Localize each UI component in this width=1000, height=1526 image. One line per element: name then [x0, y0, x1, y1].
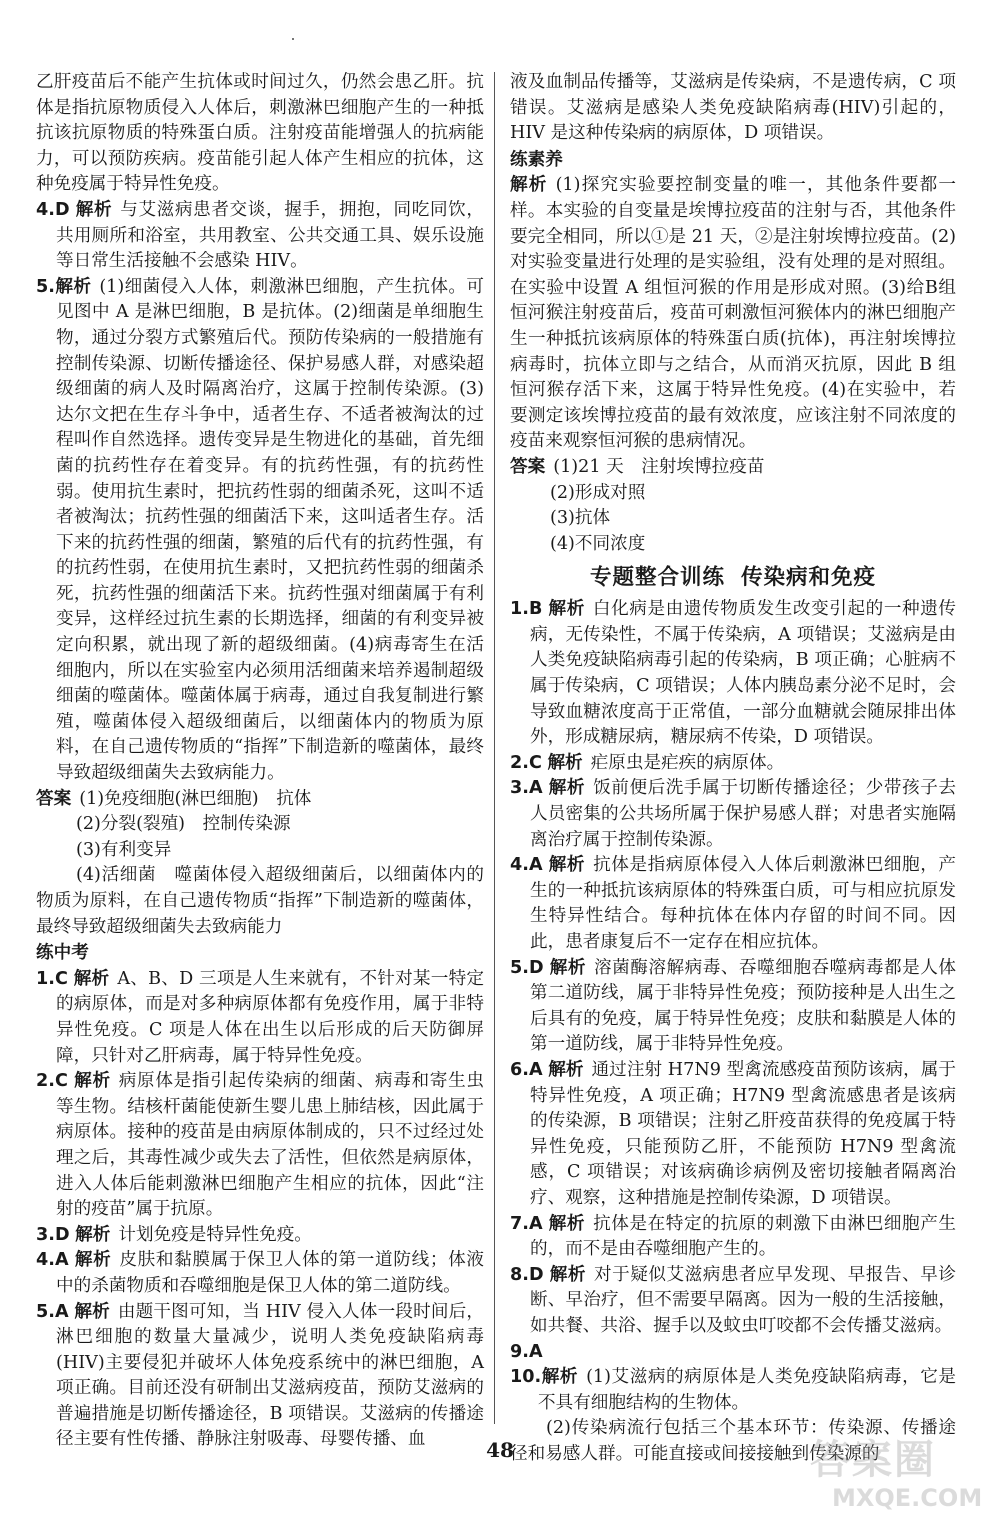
answer-block-right: 答案 (1)21 天 注射埃博拉疫苗: [510, 456, 765, 477]
zhongkao-item: 1.C 解析 A、B、D 三项是人生来就有，不针对某一特定的病原体，而是对多种病原体都有免疫作用，属于非特异性免疫。C 项是人体在出生以后形成的后天防御屏障，只针对乙肝病毒，属于特异性免疫。: [36, 968, 484, 1066]
answer-line: (4)活细菌 噬菌体侵入超级细菌后，以细菌体内的物质为原料，在自己遗传物质“指挥”下制造新的噬菌体，最终导致超级细菌失去致病能力: [36, 865, 484, 937]
q4-left: 4.D 解析 与艾滋病患者交谈，握手，拥抱，同吃同饮，共用厕所和浴室，共用教室、公共交通工具、娱乐设施等日常生活接触不会感染 HIV。: [36, 199, 484, 272]
section-zhongkao: 练中考: [36, 943, 89, 964]
answer-line: (4)不同浓度: [550, 533, 646, 554]
answer-block-left: 答案 (1)免疫细胞(淋巴细胞) 抗体: [36, 788, 312, 809]
integration-item: 3.A 解析 饭前便后洗手属于切断传播途径；少带孩子去人员密集的公共场所属于保护易感人群；对患者实施隔离治疗属于控制传染源。: [510, 778, 956, 850]
left-column: [36, 70, 484, 1453]
page-number: 48: [486, 1438, 514, 1462]
integration-item: 8.D 解析 对于疑似艾滋病患者应早发现、早报告、早诊断、早治疗，但不需要早隔离。因为一般的生活接触，如共餐、共浴、握手以及蚊虫叮咬都不会传播艾滋病。: [510, 1264, 956, 1336]
column-divider: [494, 72, 495, 1424]
watermark-logo: 答案圈 MXQE.COM: [810, 1437, 983, 1512]
answer-line: (2)形成对照: [550, 482, 646, 503]
zhongkao-item: 4.A 解析 皮肤和黏膜属于保卫人体的第一道防线；体液中的杀菌物质和吞噬细胞是保卫人体的第二道防线。: [36, 1250, 484, 1296]
answer-line: (3)抗体: [550, 508, 611, 529]
section-suyang: 练素养: [510, 149, 563, 170]
zhongkao-item: 2.C 解析 病原体是指引起传染病的细菌、病毒和寄生虫等生物。结核杆菌能使新生婴儿患上肺结核，因此属于病原体。接种的疫苗是由病原体制成的，只不过经过处理之后，其毒性减少或失去了活性，但依然是病原体，进入人体后能刺激淋巴细胞产生相应的抗体，因此“注射的疫苗”属于抗原。: [36, 1071, 484, 1220]
zhongkao-item: 5.A 解析 由题干图可知，当 HIV 侵入人体一段时间后，淋巴细胞的数量大量减少，说明人类免疫缺陷病毒(HIV)主要侵犯并破坏人体免疫系统中的淋巴细胞，A 项正确。目前还没有研制出艾滋病疫苗，预防艾滋病的普遍措施是切断传播途径，B 项错误。艾滋病的传播途径主要有性传播、静脉注射吸毒、母婴传播、血: [36, 1301, 484, 1450]
section-title: 专题整合训练 传染病和免疫: [589, 565, 877, 591]
answer-line: (3)有利变异: [76, 839, 172, 860]
q10-continued: (2)传染病流行包括三个基本环节：传染源、传播途径和易感人群。可能直接或间接接触到传染源的: [510, 1418, 956, 1464]
integration-item: 4.A 解析 抗体是指病原体侵入人体后刺激淋巴细胞，产生的一种抵抗该病原体的特殊蛋白质，可与相应抗原发生特异性结合。每种抗体在体内存留的时间不同。因此，患者康复后不一定存在相应抗体。: [510, 855, 956, 952]
right-intro: 液及血制品传播等，艾滋病是传染病，不是遗传病，C 项错误。艾滋病是感染人类免疫缺陷病毒(HIV)引起的，HIV 是这种传染病的病原体，D 项错误。: [510, 72, 956, 144]
integration-item: 7.A 解析 抗体是在特定的抗原的刺激下由淋巴细胞产生的，而不是由吞噬细胞产生的。: [510, 1213, 956, 1260]
integration-item: 9.A: [510, 1341, 543, 1362]
integration-item: 2.C 解析 疟原虫是疟疾的病原体。: [510, 752, 785, 773]
integration-item: 1.B 解析 白化病是由遗传物质发生改变引起的一种遗传病，无传染性，不属于传染病，A 项错误；艾滋病是由人类免疫缺陷病毒引起的传染病，B 项正确；心脏病不属于传染病，C 项错误；人体内胰岛素分泌不足时，会导致血糖浓度高于正常值，一部分血糖就会随尿排出体外，形成糖尿病，糖尿病不传染，D 项错误。: [510, 599, 956, 748]
q5-left: 5.解析 (1)细菌侵入人体，刺激淋巴细胞，产生抗体。可见图中 A 是淋巴细胞，B 是抗体。(2)细菌是单细胞生物，通过分裂方式繁殖后代。预防传染病的一般措施有控制传染源、切断传播途径、保护易感人群，对感染超级细菌的病人及时隔离治疗，这属于控制传染源。(3)达尔文把在生存斗争中，适者生存、不适者被淘汰的过程叫作自然选择。遗传变异是生物进化的基础，首先细菌的抗药性存在着变异。有的抗药性强，有的抗药性弱。使用抗生素时，把抗药性弱的细菌杀死，这叫不适者被淘汰；抗药性强的细菌活下来，这叫适者生存。活下来的抗药性强的细菌，繁殖的后代有的抗药性强，有的抗药性弱，在使用抗生素时，又把抗药性弱的细菌杀死，抗药性强的细菌活下来。抗药性强对细菌属于有利变异，这样经过抗生素的长期选择，细菌的有利变异被定向积累，就出现了新的超级细菌。(4)病毒寄生在活细胞内，所以在实验室内必须用活细菌来培养遏制超级细菌的噬菌体。噬菌体属于病毒，通过自我复制进行繁殖，噬菌体侵入超级细菌后，以细菌体内的物质为原料，在自己遗传物质的“指挥”下制造新的噬菌体，最终导致超级细菌失去致病能力。: [36, 276, 484, 784]
integration-item: 6.A 解析 通过注射 H7N9 型禽流感疫苗预防该病，属于特异性免疫，A 项正确；H7N9 型禽流感患者是该病的传染源，B 项错误；注射乙肝疫苗获得的免疫属于特异性免疫，只能预防乙肝，不能预防 H7N9 型禽流感，C 项错误；对该病确诊病例及密切接触者隔离治疗、观察，这种措施是控制传染源，D 项错误。: [510, 1059, 956, 1208]
answer-line: (2)分裂(裂殖) 控制传染源: [76, 814, 291, 835]
right-column: [510, 70, 956, 1467]
suyang-analysis: 解析 (1)探究实验要控制变量的唯一，其他条件要都一样。本实验的自变量是埃博拉疫苗的注射与否，其他条件要完全相同，所以①是 21 天，②是注射埃博拉疫苗。(2)对实验变量进行处理的是实验组，没有处理的是对照组。在实验中设置 A 组恒河猴的作用是形成对照。(3)给B组恒河猴注射疫苗后，疫苗可刺激恒河猴体内的淋巴细胞产生一种抵抗该病原体的特殊蛋白质(抗体)，再注射埃博拉病毒时，抗体立即与之结合，从而消灭抗原，因此 B 组恒河猴存活下来，这属于特异性免疫。(4)在实验中，若要测定该埃博拉疫苗的最有效浓度，应该注射不同浓度的疫苗来观察恒河猴的患病情况。: [510, 175, 956, 452]
integration-item: 5.D 解析 溶菌酶溶解病毒、吞噬细胞吞噬病毒都是人体第二道防线，属于非特异性免疫；预防接种是人出生之后具有的免疫，属于特异性免疫；皮肤和黏膜是人体的第一道防线，属于非特异性免疫。: [510, 957, 956, 1055]
zhongkao-item: 3.D 解析 计划免疫是特异性免疫。: [36, 1224, 312, 1245]
print-mark: [292, 38, 294, 40]
left-intro: 乙肝疫苗后不能产生抗体或时间过久，仍然会患乙肝。抗体是指抗原物质侵入人体后，刺激淋巴细胞产生的一种抵抗该抗原物质的特殊蛋白质。注射疫苗能增强人的抗病能力，可以预防疾病。疫苗能引起人体产生相应的抗体，这种免疫属于特异性免疫。: [36, 72, 484, 195]
q10: 10.解析 (1)艾滋病的病原体是人类免疫缺陷病毒，它是不具有细胞结构的生物体。: [510, 1367, 956, 1413]
